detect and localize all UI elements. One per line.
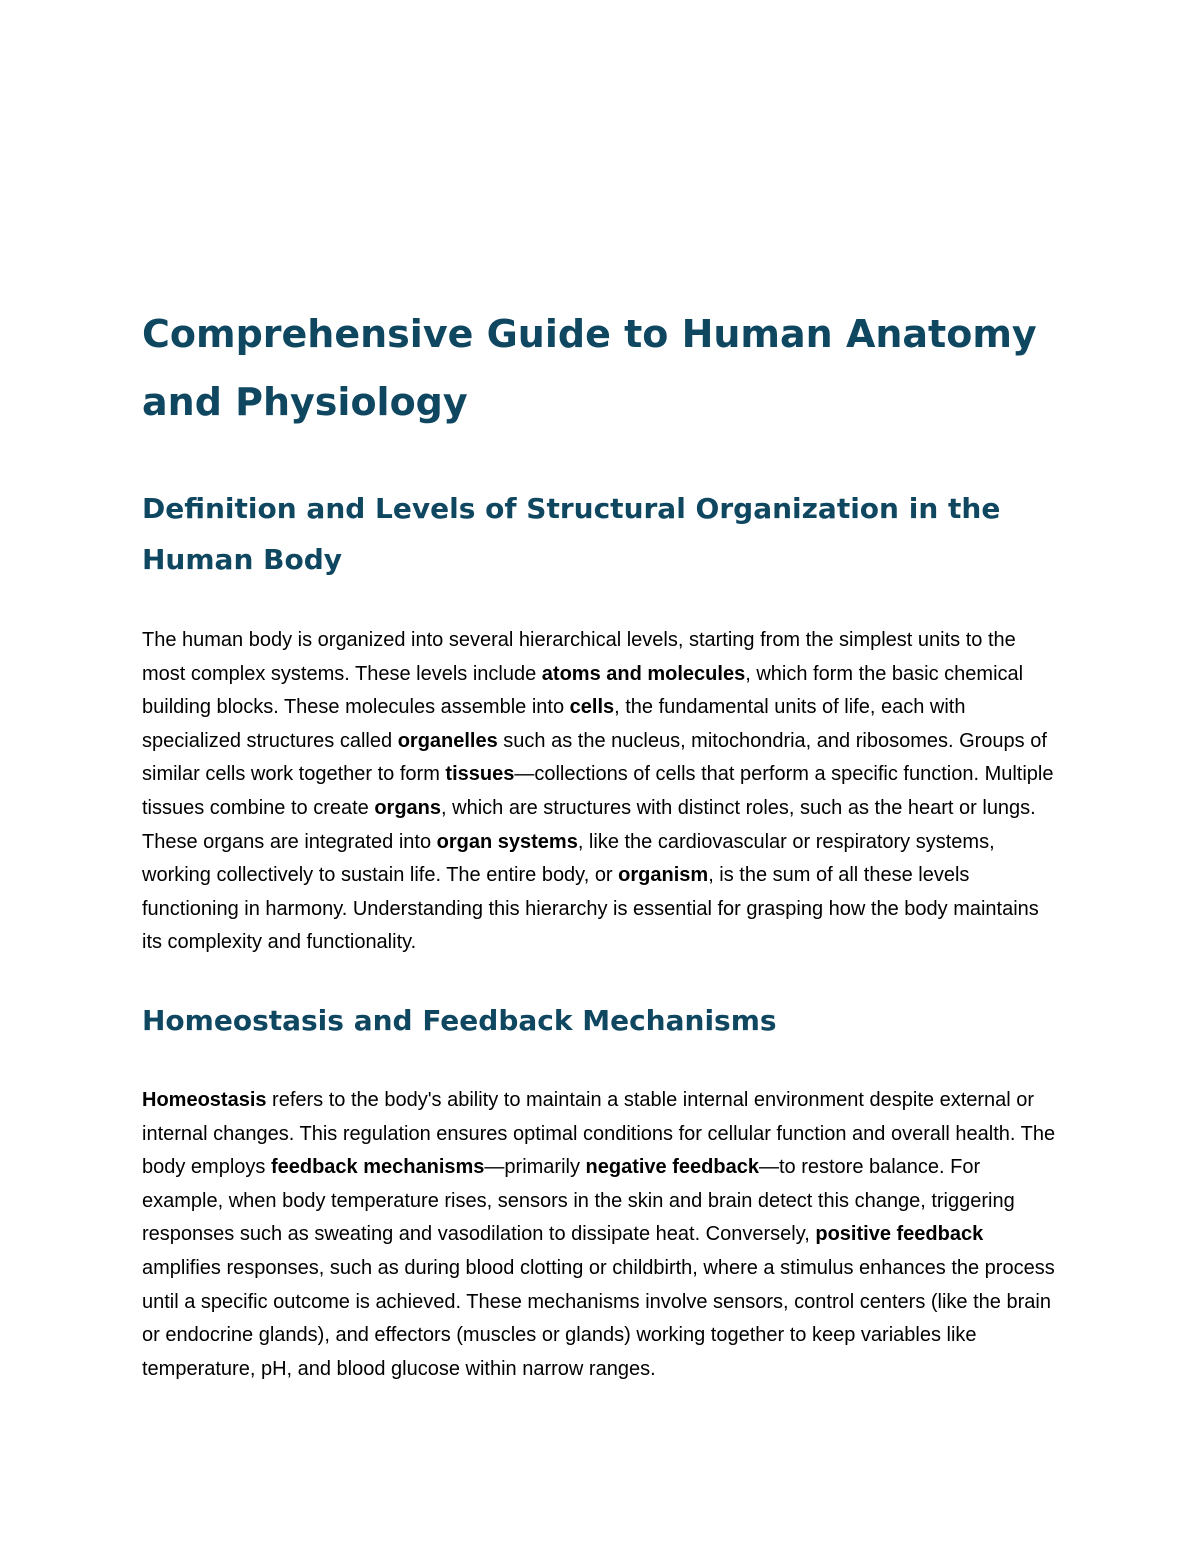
paragraph-text: refers to the body's ability to maintain a stable internal environment despite external or internal changes. This regulation ensures optimal conditions for cellular function and overall health. The body employs — [142, 1088, 1056, 1179]
key-term-cells: cells — [569, 696, 615, 719]
paragraph-text: , which are structures with distinct roles, such as the heart or lungs. These organs are integrated into — [142, 796, 1036, 853]
key-term-organism: organism — [618, 864, 709, 887]
paragraph-text: , like the cardiovascular or respiratory systems, working collectively to sustain life. The entire body, or — [142, 830, 995, 887]
key-term-feedback-mechanisms: feedback mechanisms — [270, 1156, 485, 1179]
key-term-positive-feedback: positive feedback — [815, 1223, 984, 1246]
key-term-organ-systems: organ systems — [436, 830, 578, 853]
paragraph-text: —primarily — [484, 1156, 586, 1179]
section-heading-structural-organization: Definition and Levels of Structural Organization in the Human Body — [142, 492, 1001, 576]
key-term-tissues: tissues — [445, 763, 515, 786]
key-term-atoms-and-molecules: atoms and molecules — [541, 662, 746, 685]
paragraph-text: amplifies responses, such as during blood clotting or childbirth, where a stimulus enhances the process until a specific outcome is achieved. These mechanisms involve sensors, control centers (like the brain or endocrine glands), and effectors (muscles or glands) working together to keep variables like temperature, pH, and blood glucose within narrow ranges. — [142, 1256, 1055, 1380]
section-heading-homeostasis: Homeostasis and Feedback Mechanisms — [142, 1003, 777, 1037]
document-page — [142, 300, 1062, 1386]
document-title: Comprehensive Guide to Human Anatomy and Physiology — [142, 312, 1037, 424]
key-term-homeostasis: Homeostasis — [142, 1088, 267, 1111]
paragraph-homeostasis — [142, 1084, 1062, 1386]
key-term-organs: organs — [374, 796, 442, 819]
paragraph-text: The human body is organized into several hierarchical levels, starting from the simplest units to the most complex systems. These levels include — [142, 629, 1016, 685]
paragraph-text: such as the nucleus, mitochondria, and ribosomes. Groups of similar cells work together to form — [142, 729, 1047, 786]
paragraph-text: , is the sum of all these levels functioning in harmony. Understanding this hierarchy is essential for grasping how the body maintains its complexity and functionality. — [142, 864, 1039, 954]
paragraph-text: —to restore balance. For example, when body temperature rises, sensors in the skin and brain detect this change, triggering responses such as sweating and vasodilation to dissipate heat. Conversely, — [142, 1156, 1015, 1246]
key-term-organelles: organelles — [397, 729, 498, 752]
paragraph-text: —collections of cells that perform a specific function. Multiple tissues combine to create — [142, 763, 1054, 819]
paragraph-text: , the fundamental units of life, each with specialized structures called — [142, 696, 966, 752]
key-term-negative-feedback: negative feedback — [585, 1156, 759, 1179]
paragraph-structural-organization — [142, 624, 1062, 960]
paragraph-text: , which form the basic chemical building blocks. These molecules assemble into — [142, 662, 1024, 719]
